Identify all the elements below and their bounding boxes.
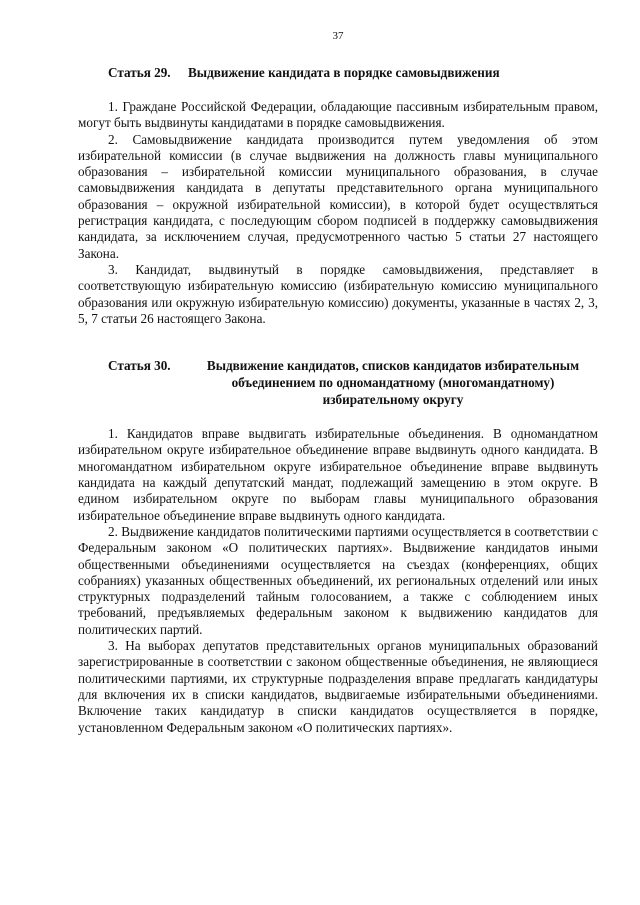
paragraph: 1. Граждане Российской Федерации, обладающие пассивным избирательным правом, могут быть выдвинуты кандидатами в порядке самовыдвижения. (78, 99, 598, 131)
article-number: Статья 30. (108, 358, 171, 374)
paragraph: 2. Выдвижение кандидатов политическими партиями осуществляется в соответствии с Федеральным законом «О политических партиях». Выдвижение кандидатов иными общественными объединениями осуществляется на съездах (конференциях, общих собраниях) указанных общественных объединений, их региональных отделений или иных структурных подразделений тайным голосованием, а также с соблюдением иных требований, предъявляемых федеральным законом к выдвижению кандидатов для политических партий. (78, 523, 598, 637)
article-29 (78, 64, 598, 327)
paragraph: 3. На выборах депутатов представительных органов муниципальных образований зарегистрированные в соответствии с законом общественные объединения, не являющиеся политическими партиями, их структурные подразделения вправе предлагать кандидатуры для включения их в списки кандидатов, выдвигаемые избирательными объединениями. Включение таких кандидатур в списки кандидатов осуществляется в порядке, установленном Федеральным законом «О политических партиях». (78, 638, 598, 735)
article-title: Выдвижение кандидатов, списков кандидатов избирательным объединением по одномандатному (многомандатному) избирательному округу (206, 358, 580, 408)
article-number: Статья 29. (108, 65, 171, 80)
document-page (78, 30, 598, 736)
article-heading (78, 64, 598, 81)
article-heading (78, 357, 598, 408)
paragraph: 3. Кандидат, выдвинутый в порядке самовыдвижения, представляет в соответствующую избирательную комиссию (избирательную комиссию муниципального образования или окружную избирательную комиссию) документы, указанные в частях 2, 3, 5, 7 статьи 26 настоящего Закона. (78, 261, 598, 326)
paragraph: 1. Кандидатов вправе выдвигать избирательные объединения. В одномандатном избирательном округе избирательное объединение вправе выдвинуть одного кандидата. В многомандатном избирательном округе избирательное объединение вправе выдвинуть кандидата на каждый депутатский мандат, подлежащий замещению в этом округе. В едином избирательном округе по выборам главы муниципального образования избирательное объединение вправе выдвинуть одного кандидата. (78, 426, 598, 523)
paragraph: 2. Самовыдвижение кандидата производится путем уведомления об этом избирательной комиссии (в случае выдвижения на должность главы муниципального образования – избирательной комиссии муниципального образования, в случае самовыдвижения кандидата в депутаты представительного органа муниципального образования – окружной избирательной комиссии), в которой будет осуществляться регистрация кандидата, с последующим сбором подписей в поддержку самовыдвижения кандидата, за исключением случая, предусмотренного частью 5 статьи 27 настоящего Закона. (78, 131, 598, 261)
page-number: 37 (332, 30, 344, 42)
section-gap (78, 327, 598, 345)
article-30 (78, 357, 598, 736)
article-title: Выдвижение кандидата в порядке самовыдвижения (188, 65, 500, 80)
